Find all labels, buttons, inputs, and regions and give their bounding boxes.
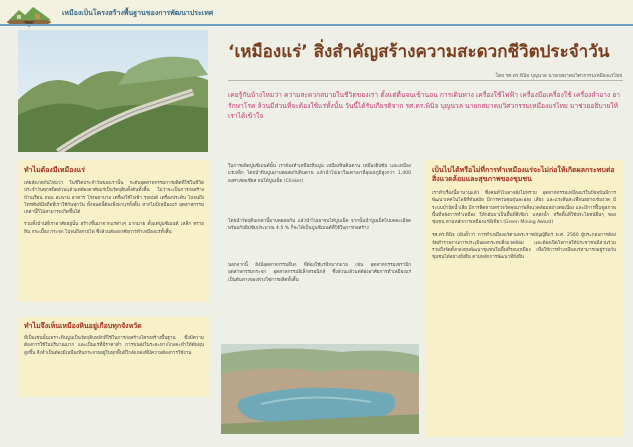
page-title: ‘เหมืองแร่’ สิ่งสำคัญสร้างความสะดวกชีวิตประจำวัน [228, 42, 610, 62]
title-divider [228, 80, 623, 81]
section-paragraph: ที่เป็นเช่นนั้นเพราะหินปูนเป็นวัตถุดิบหลักที่ใช้ในการก่อสร้างโครงสร้างพื้นฐาน ซึ่งมีความต้องการใช้ในปริมาณมาก และเป็นแร่ที่มีราคาต่ำ การขนส่งในระยะทางไกลจะทำให้ต้นทุนสูงขึ้น จึงจำเป็นต้องมีเหมืองหินกระจายอยู่ในทุกพื้นที่ใกล้แหล่งที่มีความต้องการใช้งาน [24, 336, 204, 356]
quarry-lake-photo [221, 344, 419, 434]
section-paragraph: เราทำเรื่องนี้มานานแล้ว ซึ่งคนทั่วไปอาจยังไม่ทราบ อุตสาหกรรมเหมืองแร่ในปัจจุบันมีการพัฒนาเทคโนโลยีที่ทันสมัย มีการควบคุมฝุ่นละออง เสียง และแรงสั่นสะเทือนอย่างเข้มงวด มีระบบบำบัดน้ำเสีย มีการติดตามตรวจวัดคุณภาพสิ่งแวดล้อมอย่างต่อเนื่อง และมีการฟื้นฟูสภาพพื้นที่หลังการทำเหมือง ให้กลับมาเป็นพื้นที่สีเขียว แหล่งน้ำ หรือพื้นที่ใช้ประโยชน์อื่นๆ ของชุมชน ตามหลักการเหมืองแร่สีเขียว (Green Mining Award) [432, 191, 616, 226]
section-heading: เป็นไปได้หรือไม่ที่การทำเหมืองแร่จะไม่ก่อให้เกิดผลกระทบต่อสิ่งแวดล้อมและสุขภาพของชุมชน [432, 166, 615, 183]
mountain-road-photo [18, 30, 208, 152]
section-heading: ทำไมจึงเห็นเหมืองหินอยู่เกือบทุกจังหวัด [24, 322, 142, 330]
intro-paragraph: เคยรู้กันบ้างไหมว่า ความสะดวกสบายในชีวิตของเรา ตั้งแต่ตื่นจนเข้านอน การเดินทาง เครื่องใช้ไฟฟ้า เครื่องมือเครื่องใช้ เครื่องสำอาง ยารักษาโรค ล้วนมีส่วนที่จะต้องใช้แร่ทั้งนั้น วันนี้ได้รับเกียรติจาก รศ.ดร.พินิจ บุญนวล นายกสมาคมวิศวกรรมเหมืองแร่ไทย มาช่วยอธิบายให้เราได้เข้าใจ [228, 91, 621, 121]
section-why-mining [18, 160, 210, 302]
series-title: เหมืองเป็นโครงสร้างพื้นฐานของการพัฒนาประเทศ [62, 9, 214, 17]
section-quarries-everywhere [18, 317, 210, 397]
body-paragraph: โดยนำวัตถุดิบเหล่านี้มาบดผสมกัน แล้วนำไปเผาจนได้ปูนเม็ด จากนั้นนำปูนเม็ดไปบดละเอียดพร้อมกับยิปซัมประมาณ 4-5 % ก็จะได้เป็นปูนซีเมนต์ที่ใช้ในการก่อสร้าง [228, 219, 411, 232]
section-paragraph: รศ.ดร.พินิจ เน้นย้ำว่า การทำเหมืองแร่ตามพระราชบัญญัติแร่ พ.ศ. 2560 ผู้ประกอบการต้องจัดทำรายงานการประเมินผลกระทบสิ่งแวดล้อม และต้องเปิดโอกาสให้ประชาชนมีส่วนร่วม รวมถึงจัดตั้งกองทุนพัฒนาชุมชนในพื้นที่รอบเหมือง เพื่อให้การทำเหมืองแร่สามารถอยู่ร่วมกับชุมชนได้อย่างยั่งยืน ตามหลักการพัฒนาที่ยั่งยืน [432, 233, 616, 261]
section-paragraph: เคยสังเกตกันไหมว่า ในชีวิตประจำวันของเรานั้น ระดับอุตสาหกรรมการผลิตที่ใช้ในชีวิตประจำวันทุกชนิดล้วนแล้วแต่ต้องอาศัยแร่เป็นวัตถุดิบตั้งต้นทั้งสิ้น ไม่ว่าจะเป็นการก่อสร้างบ้านเรือน ถนน สะพาน อาคาร โรงพยาบาล เครื่องใช้ไฟฟ้า รถยนต์ เครื่องประดับ ไปจนถึงโทรศัพท์มือถือที่เราใช้กันทุกวัน ทั้งหมดนี้ต้องพึ่งพาแร่ทั้งสิ้น หากไม่มีเหมืองแร่ อุตสาหกรรมเหล่านี้ก็ไม่สามารถเกิดขึ้นได้ [24, 181, 204, 216]
header-divider [0, 24, 633, 26]
body-paragraph: นอกจากนี้ ยังมีอุตสาหกรรมอื่นๆ ที่ต้องใช้แร่อีกมากมาย เช่น อุตสาหกรรมเซรามิก อุตสาหกรรมกระจก อุตสาหกรรมอิเล็กทรอนิกส์ ซึ่งล้วนแล้วแต่ต้องอาศัยการทำเหมืองแร่เป็นต้นทางของห่วงโซ่การผลิตทั้งสิ้น [228, 263, 411, 283]
section-heading: ทำไมต้องมีเหมืองแร่ [24, 166, 85, 174]
section-paragraph: รวมทั้งบ้านที่เราอาศัยอยู่นั้น สร้างขึ้นมาจากแร่ต่างๆ มากมาย ตั้งแต่ปูนซีเมนต์ เหล็ก ทราย หิน กระเบื้อง กระจก ไปจนถึงสายไฟ ซึ่งล้วนต้องอาศัยการทำเหมืองแร่ทั้งสิ้น [24, 222, 204, 235]
author-byline: โดย รศ.ดร.พินิจ บุญนวล นายกสมาคมวิศวกรรมเหมืองแร่ไทย [495, 74, 622, 79]
section-environment [425, 160, 623, 437]
body-paragraph: ในการผลิตปูนซีเมนต์นั้น เราต้องทำเหมืองหินปูน เหมืองหินดินดาน เหมืองยิปซัม และเหมืองแร่เหล็ก โดยนำหินปูนมาบดผสมกับดินดาน แล้วนำไปเผาในเตาเผาที่อุณหภูมิสูงกว่า 1,400 องศาเซลเซียส จนได้ปูนเม็ด (Clinker) [228, 164, 411, 184]
